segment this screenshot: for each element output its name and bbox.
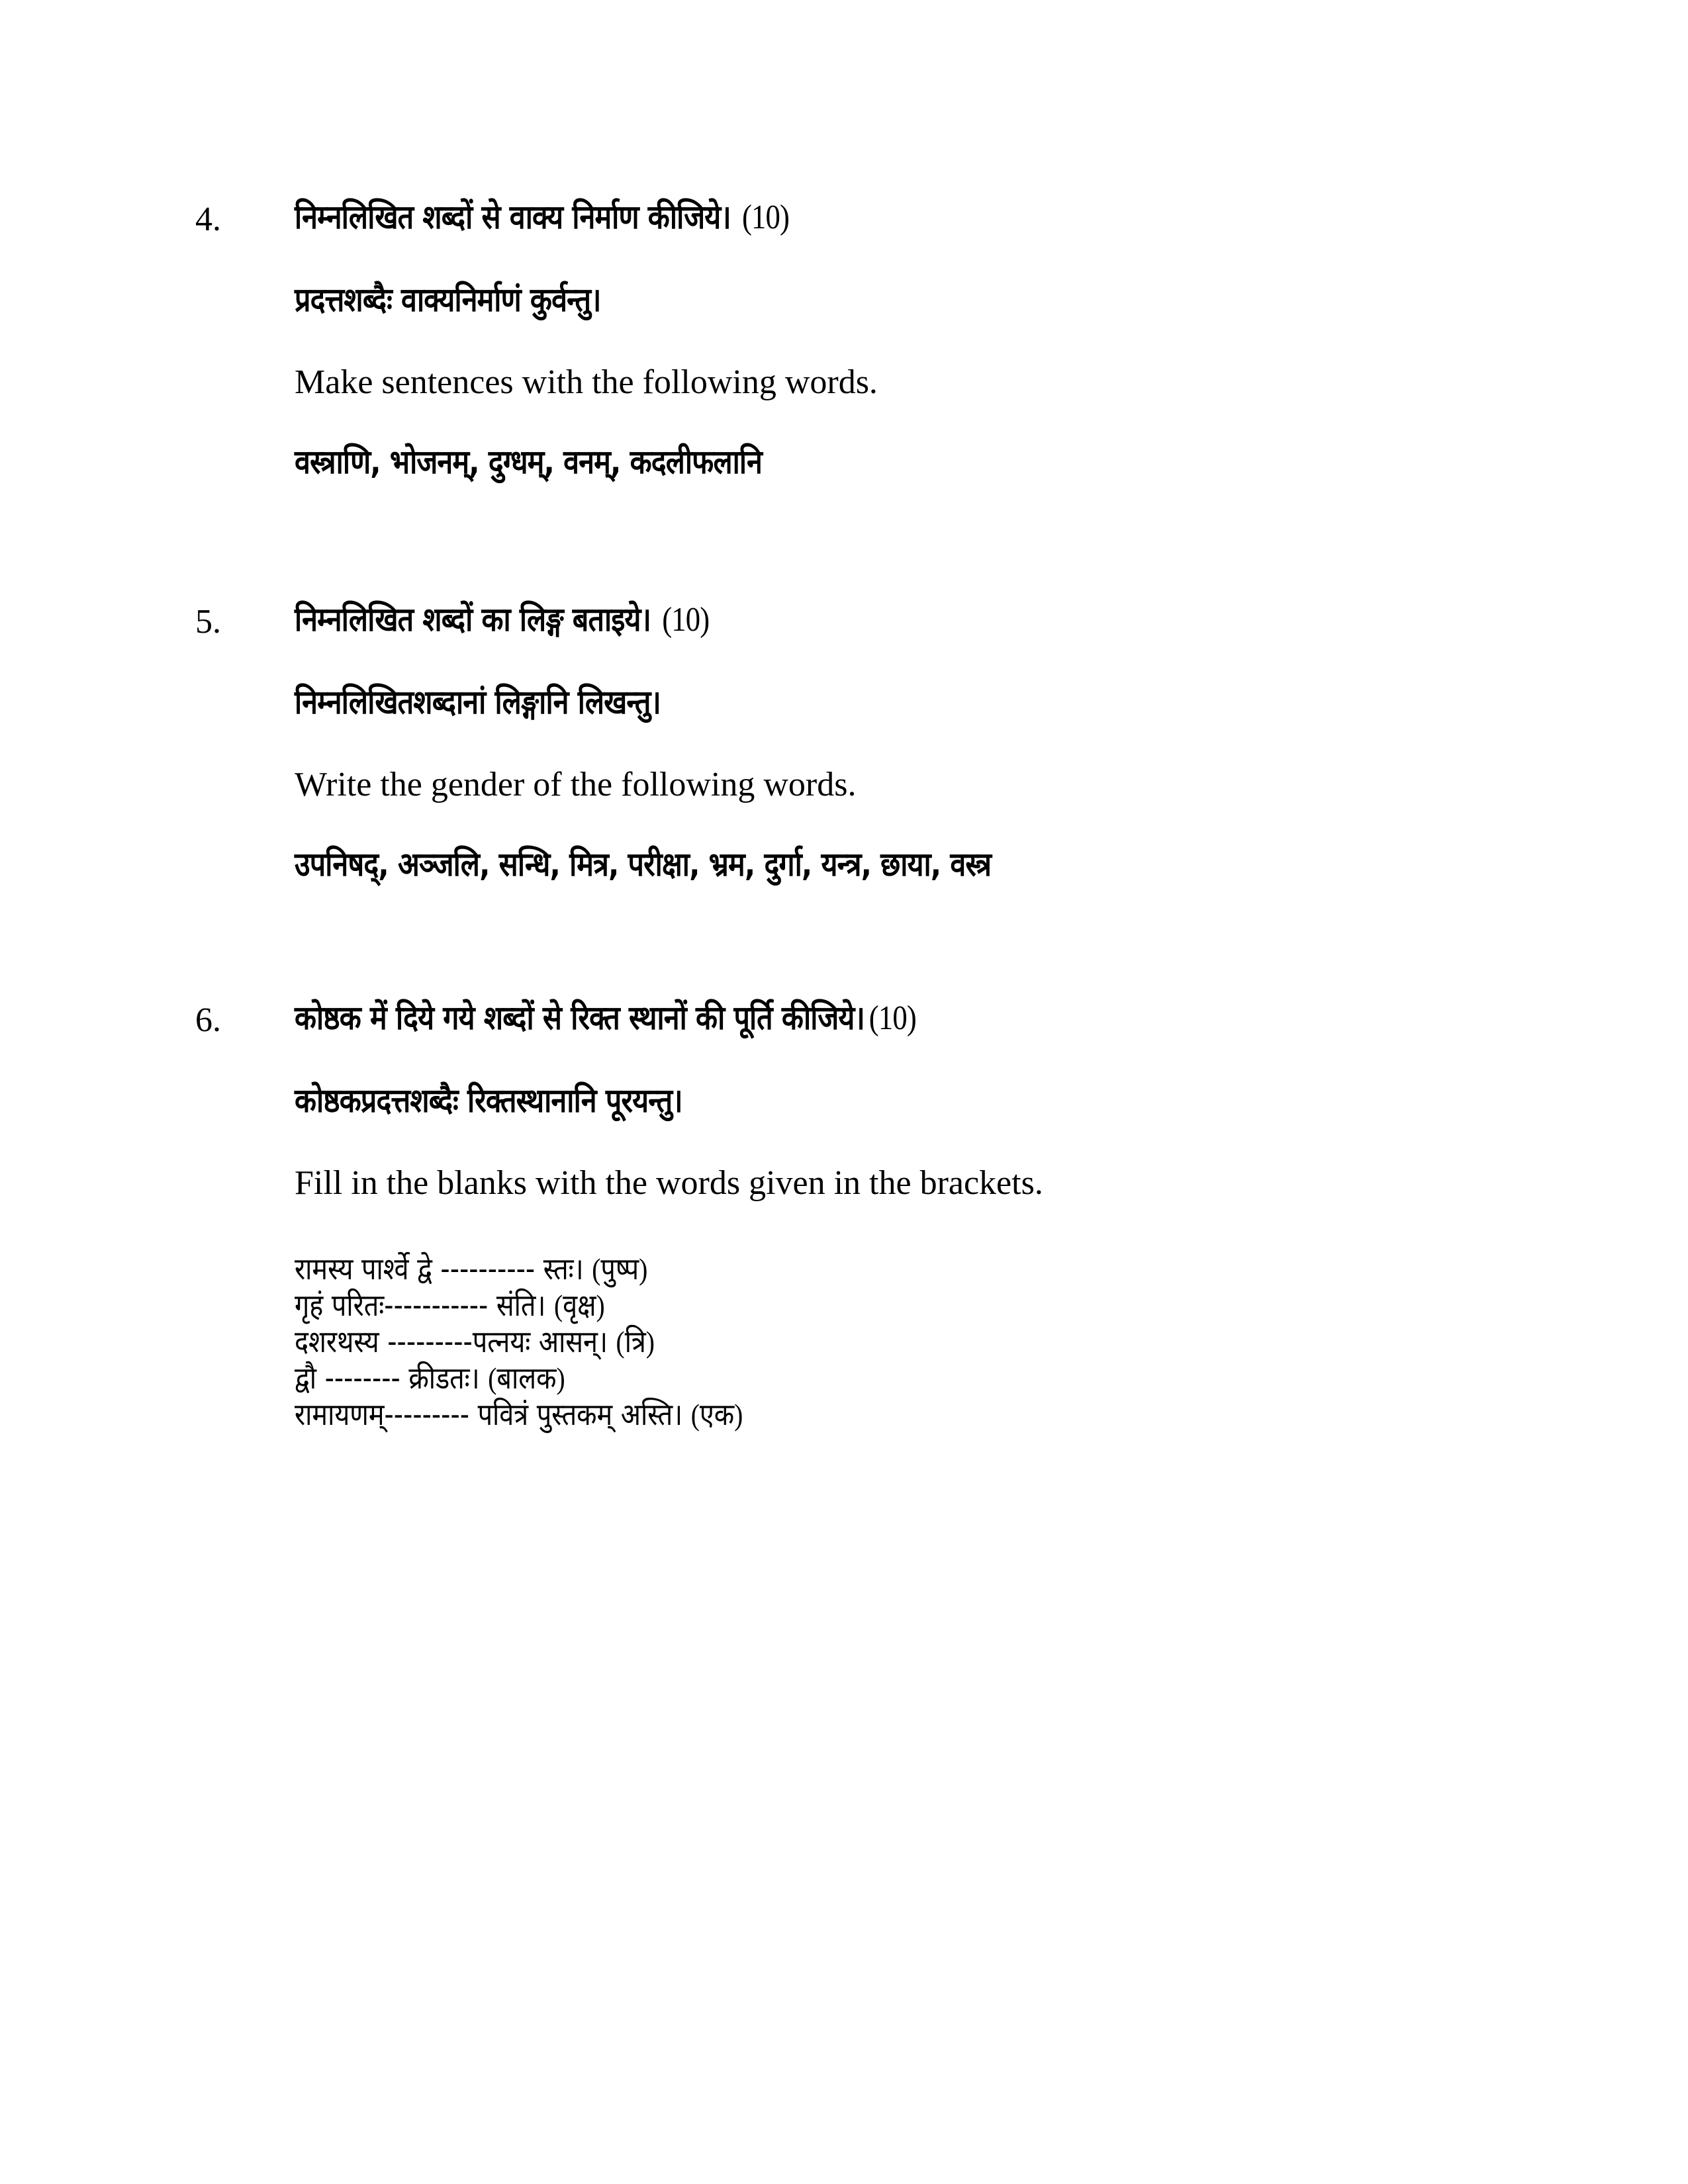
marks-label: (10): [868, 999, 916, 1037]
fill-blank-sentence: [295, 1360, 565, 1396]
english-instruction: Fill in the blanks with the words given in the brackets.: [295, 1164, 1043, 1202]
sentence-text: रामायणम्--------- पवित्रं पुस्तकम् अस्ति।: [295, 1396, 683, 1432]
english-instruction: Write the gender of the following words.: [295, 766, 857, 803]
word-list: उपनिषद्, अञ्जलि, सन्धि, मित्र, परीक्षा, भ्रम, दुर्गा, यन्त्र, छाया, वस्त्र: [295, 845, 992, 884]
fill-blank-sentence: [295, 1396, 743, 1433]
question-number: 6.: [195, 1001, 221, 1039]
hindi-instruction: निम्नलिखित शब्दों से वाक्य निर्माण कीजिये।: [295, 198, 731, 236]
english-instruction: Make sentences with the following words.: [295, 363, 878, 401]
fill-blank-sentence: [295, 1287, 605, 1324]
sentence-hint: (वृक्ष): [553, 1289, 605, 1322]
marks-label: (10): [742, 199, 790, 236]
sentence-text: गृहं परितः----------- संति।: [295, 1287, 546, 1323]
hindi-instruction: निम्नलिखित शब्दों का लिङ्ग बताइये।: [295, 600, 651, 639]
sentence-hint: (एक): [690, 1398, 743, 1432]
sanskrit-instruction: कोष्ठकप्रदत्तशब्दैः रिक्तस्थानानि पूरयन्तु।: [295, 1081, 682, 1120]
hindi-instruction-line: [295, 197, 789, 238]
sentence-text: रामस्य पार्श्वे द्वे ---------- स्तः।: [295, 1251, 584, 1287]
sentence-hint: (त्रि): [616, 1325, 655, 1359]
word-list: वस्त्राणि, भोजनम्, दुग्धम्, वनम्, कदलीफलानि: [295, 443, 763, 481]
sentence-text: द्वौ -------- क्रीडतः।: [295, 1360, 480, 1396]
sentence-hint: (बालक): [488, 1361, 565, 1395]
question-number: 5.: [195, 603, 221, 641]
sentence-hint: (पुष्प): [592, 1252, 648, 1286]
marks-label: (10): [662, 601, 710, 639]
question-number: 4.: [195, 201, 221, 238]
hindi-instruction: कोष्ठक में दिये गये शब्दों से रिक्त स्थानों की पूर्ति कीजिये।: [295, 999, 865, 1037]
sanskrit-instruction: प्रदत्तशब्दैः वाक्यनिर्माणं कुर्वन्तु।: [295, 281, 601, 319]
hindi-instruction-line: [295, 998, 916, 1038]
hindi-instruction-line: [295, 600, 709, 640]
fill-blank-sentence: [295, 1324, 655, 1360]
sanskrit-instruction: निम्नलिखितशब्दानां लिङ्गानि लिखन्तु।: [295, 683, 661, 721]
sentence-text: दशरथस्य ---------पत्नयः आसन्।: [295, 1324, 608, 1359]
fill-blank-sentence: [295, 1251, 647, 1287]
